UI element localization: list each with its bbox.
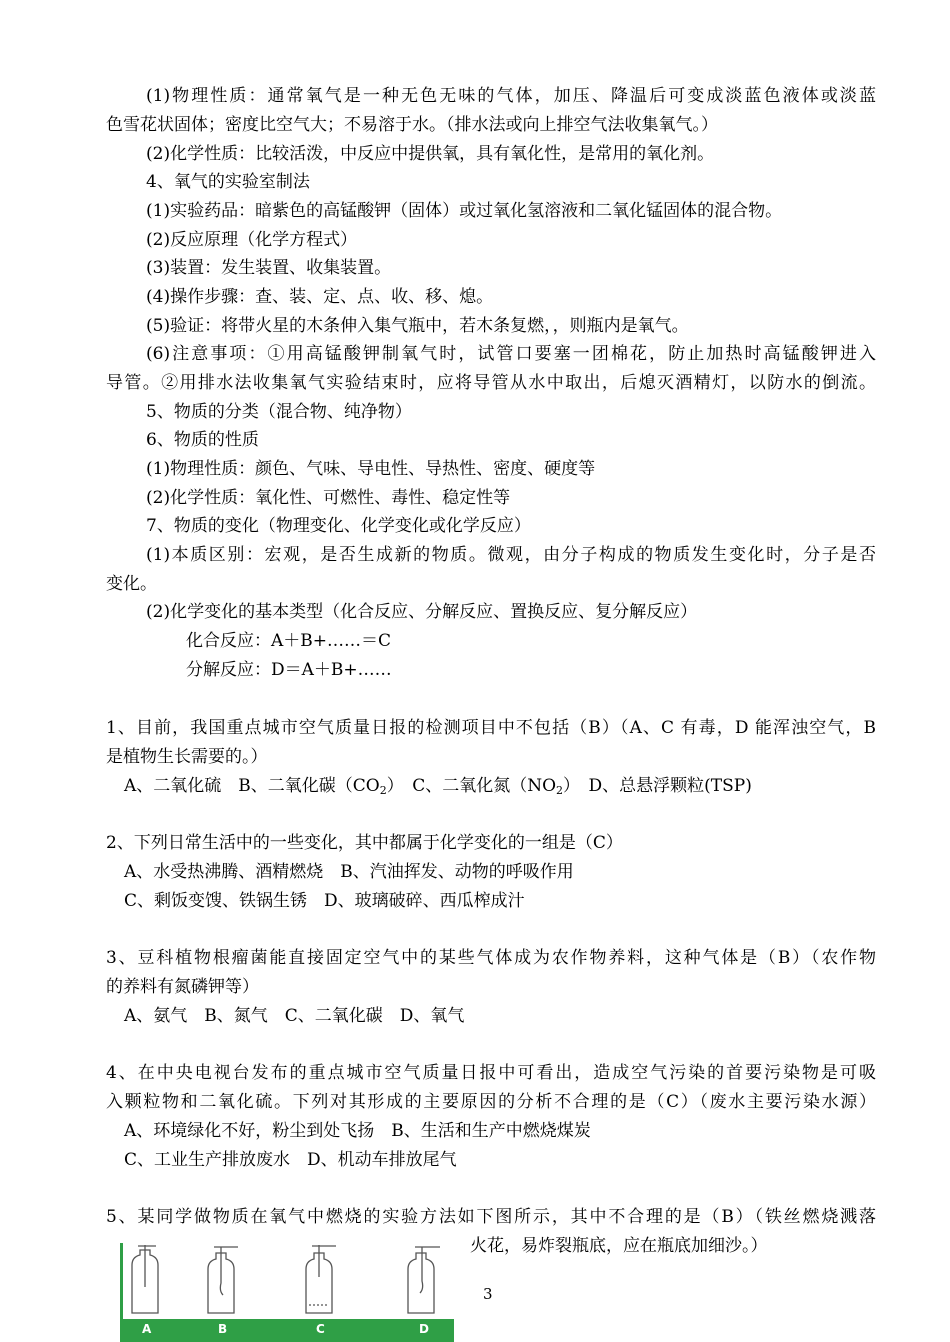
figure-label-b: B	[218, 1322, 228, 1336]
text-line: (5)验证：将带火星的木条伸入集气瓶中，若木条复燃，，则瓶内是氧气。	[146, 316, 689, 336]
question-2: 2、下列日常生活中的一些变化，其中都属于化学变化的一组是（C）	[106, 833, 623, 853]
text-line: (3)装置：发生装置、收集装置。	[146, 258, 392, 278]
subscript: 2	[556, 784, 564, 797]
text-line: (2)化学性质：氧化性、可燃性、毒性、稳定性等	[146, 488, 511, 508]
question-4-cont: 入颗粒物和二氧化硫。下列对其形成的主要原因的分析不合理的是（C）（废水主要污染水源）	[106, 1092, 876, 1112]
iron-wire-b	[220, 1247, 223, 1295]
question-3-cont: 的养料有氮磷钾等）	[106, 977, 259, 997]
question-3: 3、豆科植物根瘤菌能直接固定空气中的某些气体成为农作物养料，这种气体是（B）（农作物	[106, 948, 876, 968]
question-1: 1、目前，我国重点城市空气质量日报的检测项目中不包括（B）（A、C 有毒，D 能浑浊空气，B	[106, 718, 876, 738]
section-heading: 6、物质的性质	[146, 430, 259, 450]
text-line: (4)操作步骤：查、装、定、点、收、移、熄。	[146, 287, 494, 307]
text-line: (1)物理性质：通常氧气是一种无色无味的气体，加压、降温后可变成淡蓝色液体或淡蓝	[146, 86, 876, 106]
question-3-options: A、氨气 B、氮气 C、二氧化碳 D、氧气	[124, 1006, 465, 1026]
option-text: ） D、总悬浮颗粒(TSP)	[563, 776, 752, 796]
experiment-figure	[120, 1243, 454, 1342]
text-line: (2)化学性质：比较活泼，中反应中提供氧，具有氧化性，是常用的氧化剂。	[146, 144, 715, 164]
iron-wire-d	[420, 1247, 423, 1293]
text-line: (6)注意事项：①用高锰酸钾制氧气时，试管口要塞一团棉花，防止加热时高锰酸钾进入	[146, 344, 876, 364]
question-4-options: C、工业生产排放废水 D、机动车排放尾气	[124, 1150, 457, 1170]
option-text: ） C、二氧化氮（NO	[386, 776, 557, 796]
gas-jars-illustration	[120, 1243, 454, 1319]
figure-label-d: D	[419, 1322, 429, 1336]
formula-line: 分解反应：D＝A＋B+……	[186, 660, 392, 680]
figure-label-a: A	[142, 1322, 152, 1336]
question-5-cont: 火花，易炸裂瓶底，应在瓶底加细沙。）	[470, 1236, 768, 1256]
text-line: 导管。②用排水法收集氧气实验结束时，应将导管从水中取出，后熄灭酒精灯，以防水的倒流。	[106, 373, 876, 393]
text-line: (1)本质区别：宏观，是否生成新的物质。微观，由分子构成的物质发生变化时，分子是否	[146, 545, 876, 565]
section-heading: 4、氧气的实验室制法	[146, 172, 310, 192]
text-line: (1)实验药品：暗紫色的高锰酸钾（固体）或过氧化氢溶液和二氧化锰固体的混合物。	[146, 201, 783, 221]
question-1-cont: 是植物生长需要的。）	[106, 747, 268, 767]
text-line: (2)反应原理（化学方程式）	[146, 230, 358, 250]
option-text: A、二氧化硫 B、二氧化碳（CO	[124, 776, 380, 796]
question-5: 5、某同学做物质在氧气中燃烧的实验方法如下图所示，其中不合理的是（B）（铁丝燃烧溅落	[106, 1207, 876, 1227]
text-line: (2)化学变化的基本类型（化合反应、分解反应、置换反应、复分解反应）	[146, 602, 698, 622]
question-1-options	[124, 775, 752, 797]
section-heading: 7、物质的变化（物理变化、化学变化或化学反应）	[146, 516, 531, 536]
figure-edge	[120, 1243, 123, 1319]
figure-label-strip	[120, 1319, 454, 1342]
question-4: 4、在中央电视台发布的重点城市空气质量日报中可看出，造成空气污染的首要污染物是可吸	[106, 1063, 876, 1083]
section-heading: 5、物质的分类（混合物、纯净物）	[146, 402, 412, 422]
text-line: 变化。	[106, 574, 157, 594]
formula-line: 化合反应：A＋B+……＝C	[186, 631, 392, 651]
figure-label-c: C	[316, 1322, 325, 1336]
text-line: (1)物理性质：颜色、气味、导电性、导热性、密度、硬度等	[146, 459, 596, 479]
subscript: 2	[379, 784, 387, 797]
page-number: 3	[483, 1285, 493, 1303]
question-4-options: A、环境绿化不好，粉尘到处飞扬 B、生活和生产中燃烧煤炭	[124, 1121, 591, 1141]
question-2-options: C、剩饭变馊、铁锅生锈 D、玻璃破碎、西瓜榨成汁	[124, 891, 525, 911]
text-line: 色雪花状固体；密度比空气大；不易溶于水。（排水法或向上排空气法收集氧气。）	[106, 115, 718, 135]
question-2-options: A、水受热沸腾、酒精燃烧 B、汽油挥发、动物的呼吸作用	[124, 862, 574, 882]
gas-jar-d	[408, 1253, 434, 1313]
